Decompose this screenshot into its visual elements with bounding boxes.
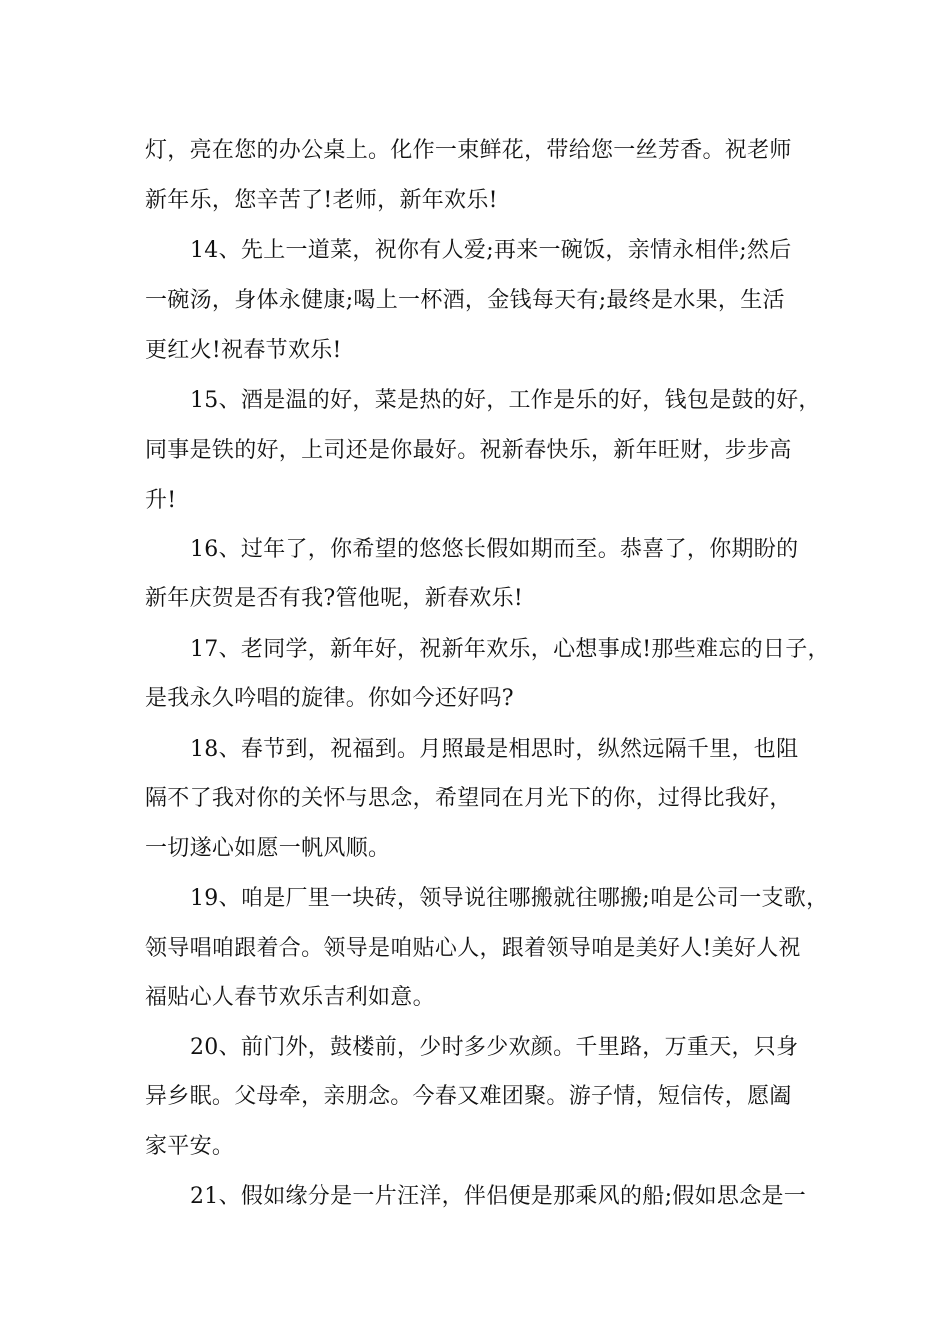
text-line: 升! [145,488,177,513]
text-line: 16、过年了，你希望的悠悠长假如期而至。恭喜了，你期盼的 [190,537,799,562]
text-line: 新年乐，您辛苦了!老师，新年欢乐! [145,188,498,213]
text-line: 灯，亮在您的办公桌上。化作一束鲜花，带给您一丝芳香。祝老师 [145,138,792,163]
text-line: 14、先上一道菜，祝你有人爱;再来一碗饭，亲情永相伴;然后 [190,238,792,263]
text-line: 同事是铁的好，上司还是你最好。祝新春快乐，新年旺财，步步高 [145,438,792,463]
text-line: 家平安。 [145,1134,235,1159]
text-line: 隔不了我对你的关怀与思念，希望同在月光下的你，过得比我好， [145,786,792,811]
text-line: 17、老同学，新年好，祝新年欢乐，心想事成!那些难忘的日子， [190,637,830,662]
text-line: 更红火!祝春节欢乐! [145,338,342,363]
text-line: 是我永久吟唱的旋律。你如今还好吗? [145,686,514,711]
text-line: 新年庆贺是否有我?管他呢，新春欢乐! [145,586,524,611]
text-line: 19、咱是厂里一块砖，领导说往哪搬就往哪搬;咱是公司一支歌， [190,886,829,911]
text-line: 20、前门外，鼓楼前，少时多少欢颜。千里路，万重天，只身 [190,1035,799,1060]
text-line: 18、春节到，祝福到。月照最是相思时，纵然远隔千里，也阻 [190,737,799,762]
text-line: 福贴心人春节欢乐吉利如意。 [145,985,435,1010]
text-line: 15、酒是温的好，菜是热的好，工作是乐的好，钱包是鼓的好， [190,388,821,413]
text-line: 异乡眠。父母牵，亲朋念。今春又难团聚。游子情，短信传，愿阖 [145,1084,792,1109]
text-line: 一切遂心如愿一帆风顺。 [145,836,391,861]
text-line: 一碗汤，身体永健康;喝上一杯酒，金钱每天有;最终是水果，生活 [145,288,785,313]
text-line: 21、假如缘分是一片汪洋，伴侣便是那乘风的船;假如思念是一 [190,1184,807,1209]
text-line: 领导唱咱跟着合。领导是咱贴心人，跟着领导咱是美好人!美好人祝 [145,936,801,961]
